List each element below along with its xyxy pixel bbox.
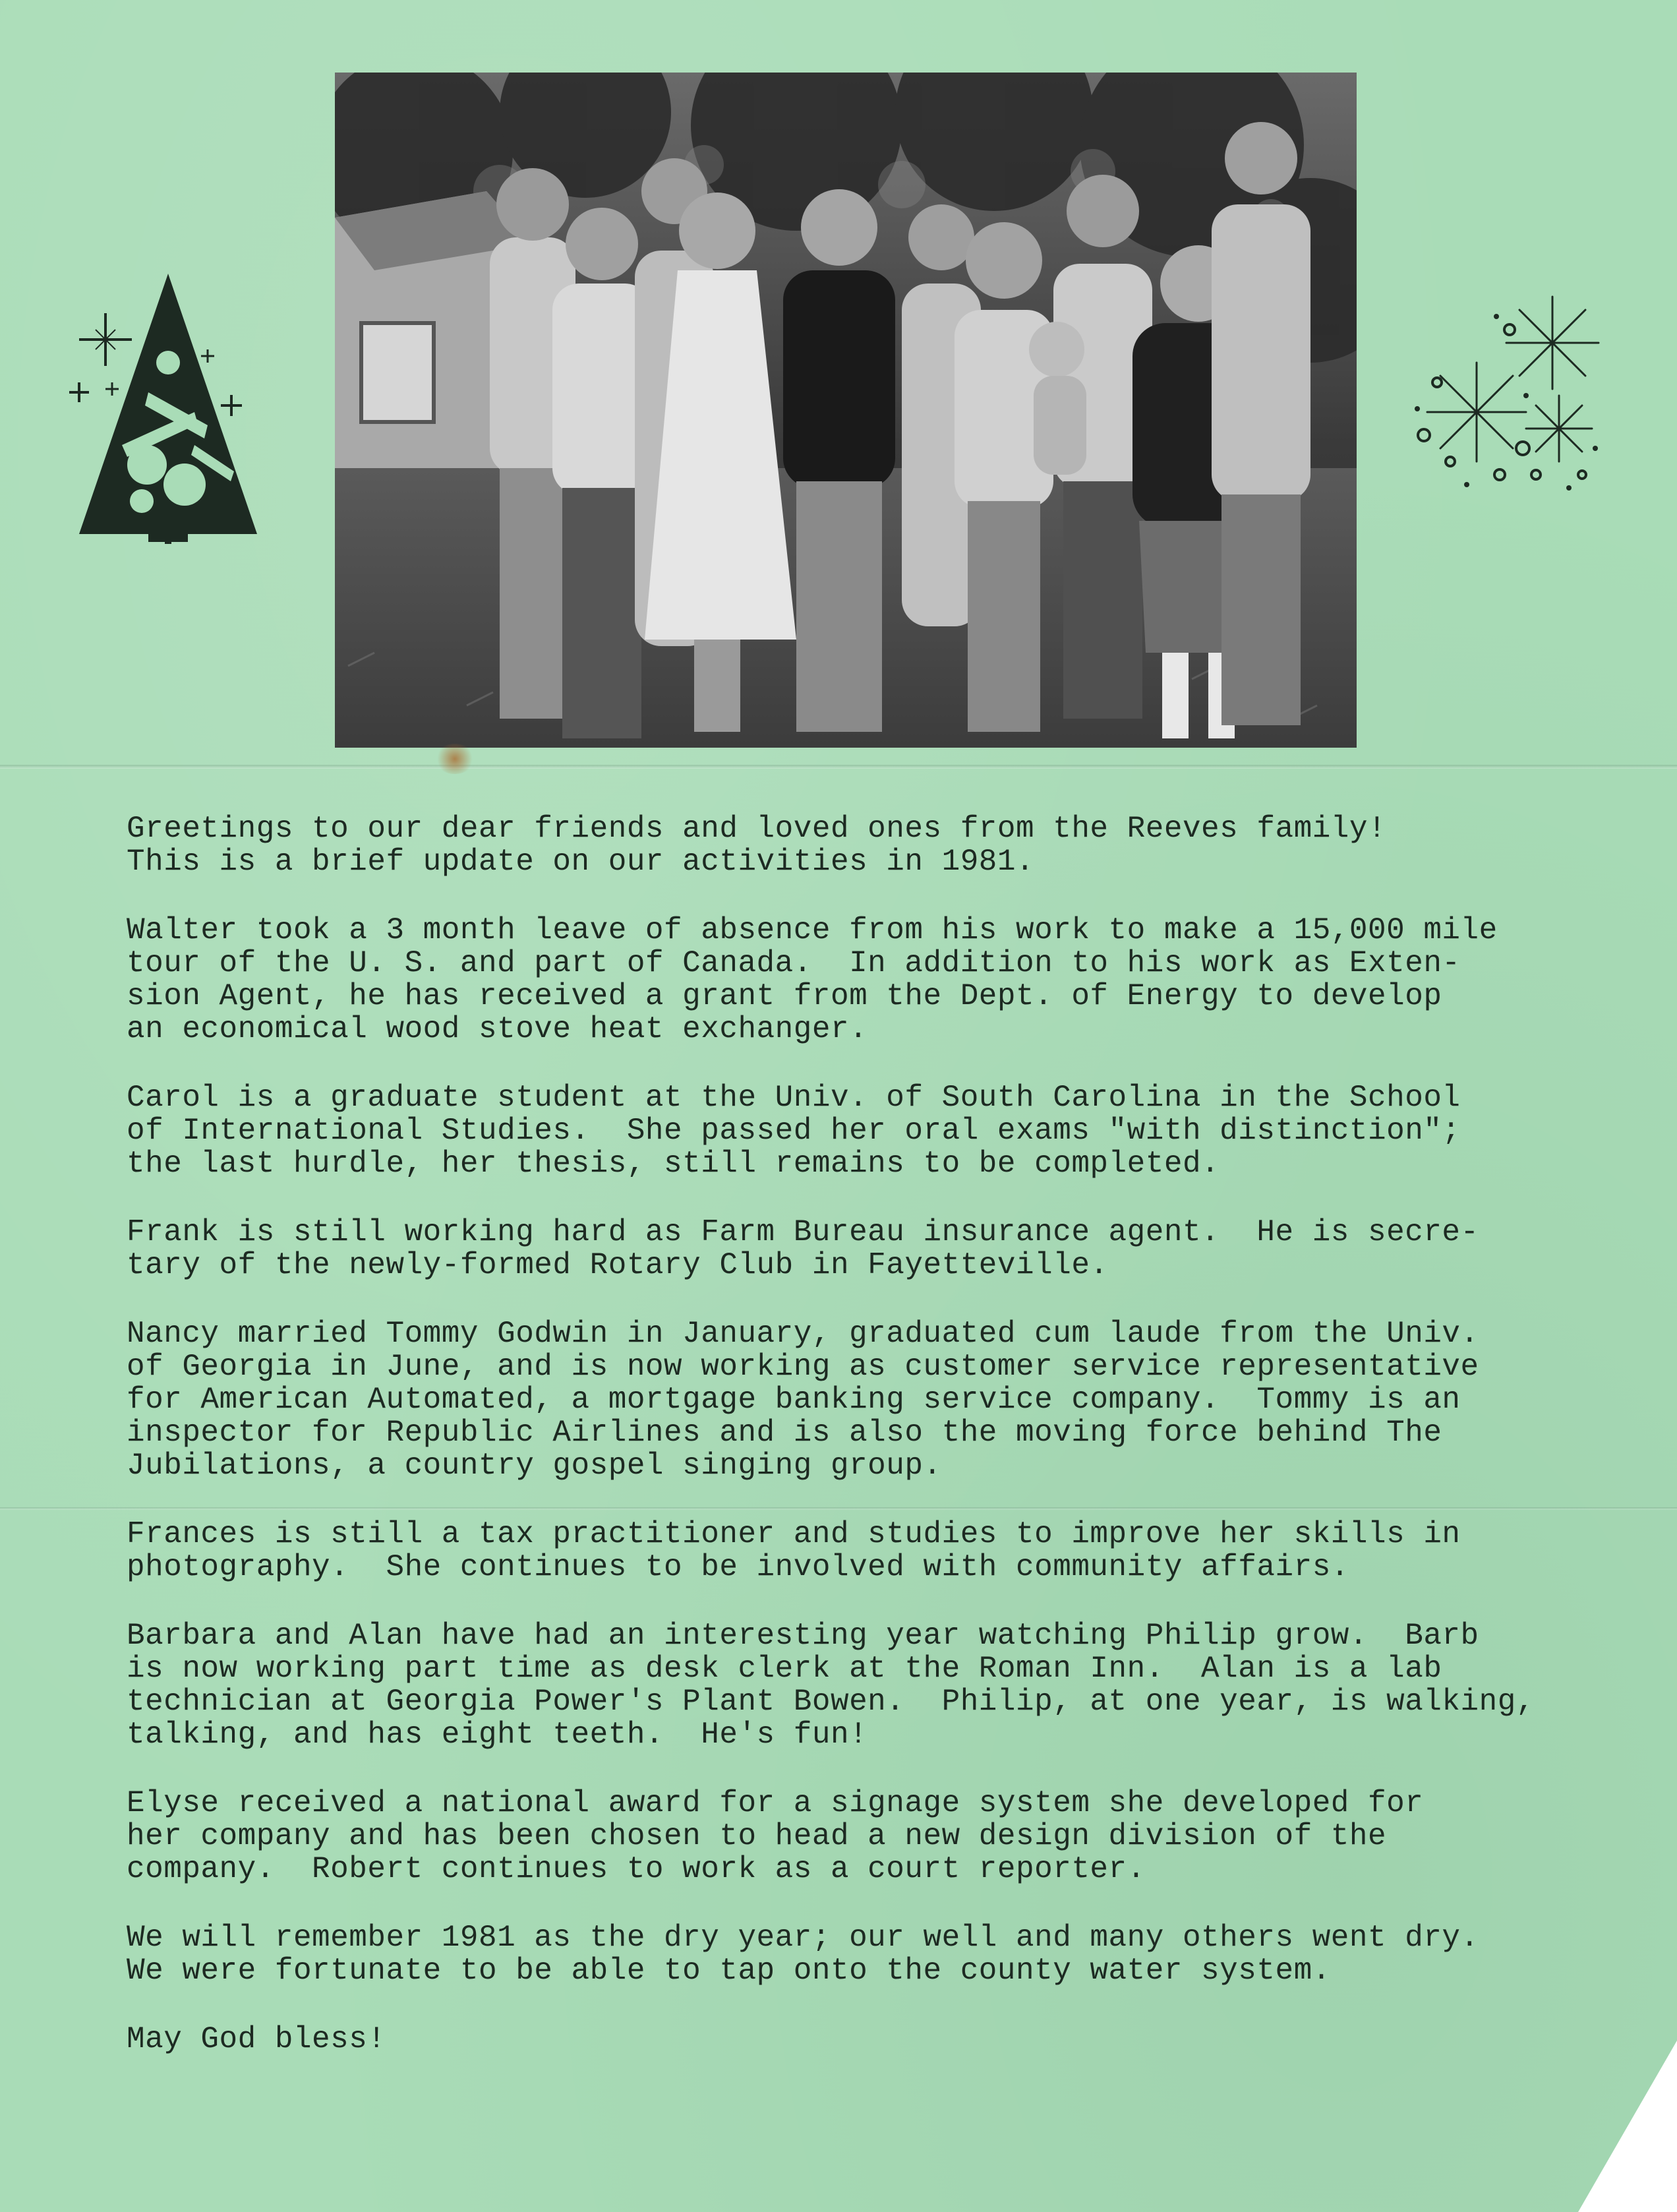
letter-paragraph-elyse — [127, 1787, 1616, 1886]
letter-paragraph-carol — [127, 1081, 1616, 1180]
letter-line: her company and has been chosen to head a new design division of the — [127, 1819, 1387, 1853]
letter-line: This is a brief update on our activities in 1981. — [127, 845, 1035, 879]
letter-line: company. Robert continues to work as a court reporter. — [127, 1852, 1146, 1886]
letter-line: Frances is still a tax practitioner and studies to improve her skills in — [127, 1517, 1461, 1551]
letter-paragraph-dry-year — [127, 1921, 1616, 1987]
letter-paragraph-barbara — [127, 1619, 1616, 1751]
letter-line: is now working part time as desk clerk at the Roman Inn. Alan is a lab — [127, 1652, 1442, 1686]
paper-stain — [435, 744, 475, 774]
letter-line: photography. She continues to be involved with community affairs. — [127, 1550, 1349, 1584]
letter-paragraph-walter — [127, 914, 1616, 1046]
paper-corner-fold — [1578, 2041, 1677, 2212]
letter-line: Carol is a graduate student at the Univ. of South Carolina in the School — [127, 1081, 1461, 1115]
letter-line: Nancy married Tommy Godwin in January, graduated cum laude from the Univ. — [127, 1317, 1479, 1351]
letter-line: for American Automated, a mortgage banking service company. Tommy is an — [127, 1383, 1461, 1417]
letter-line: talking, and has eight teeth. He's fun! — [127, 1718, 868, 1752]
letter-line: Barbara and Alan have had an interesting year watching Philip grow. Barb — [127, 1619, 1479, 1653]
letter-line: the last hurdle, her thesis, still remains to be completed. — [127, 1147, 1220, 1181]
letter-signoff — [127, 2023, 1616, 2056]
letter-paragraph-frances — [127, 1518, 1616, 1584]
letter-body — [127, 812, 1616, 2091]
family-photo — [335, 73, 1357, 748]
letter-line: technician at Georgia Power's Plant Bowen. Philip, at one year, is walking, — [127, 1685, 1535, 1719]
letter-paragraph-nancy — [127, 1317, 1616, 1482]
letter-paragraph-frank — [127, 1216, 1616, 1282]
letter-line: Walter took a 3 month leave of absence from his work to make a 15,000 mile — [127, 913, 1498, 947]
letter-paragraph-greeting — [127, 812, 1616, 878]
christmas-tree-icon — [69, 274, 267, 557]
letter-line: We will remember 1981 as the dry year; our well and many others went dry. — [127, 1921, 1479, 1955]
letter-line: We were fortunate to be able to tap onto the county water system. — [127, 1954, 1331, 1988]
letter-line: of Georgia in June, and is now working as customer service representative — [127, 1350, 1479, 1384]
letter-line: Frank is still working hard as Farm Bureau insurance agent. He is secre- — [127, 1215, 1479, 1249]
letter-line: Jubilations, a country gospel singing group. — [127, 1449, 942, 1483]
letter-line: Elyse received a national award for a signage system she developed for — [127, 1786, 1424, 1820]
letter-line: of International Studies. She passed her oral exams "with distinction"; — [127, 1114, 1461, 1148]
family-photo-illustration — [335, 73, 1357, 748]
starburst-icon — [1411, 290, 1602, 494]
letter-line: inspector for Republic Airlines and is also the moving force behind The — [127, 1416, 1442, 1450]
letter-line: sion Agent, he has received a grant from the Dept. of Energy to develop — [127, 979, 1442, 1013]
letter-line: tary of the newly-formed Rotary Club in Fayetteville. — [127, 1248, 1109, 1282]
letter-line: tour of the U. S. and part of Canada. In addition to his work as Exten- — [127, 946, 1461, 980]
signoff-line: May God bless! — [127, 2022, 386, 2056]
letter-line: Greetings to our dear friends and loved ones from the Reeves family! — [127, 812, 1387, 846]
letter-line: an economical wood stove heat exchanger. — [127, 1012, 868, 1046]
paper-fold-line — [0, 765, 1677, 769]
